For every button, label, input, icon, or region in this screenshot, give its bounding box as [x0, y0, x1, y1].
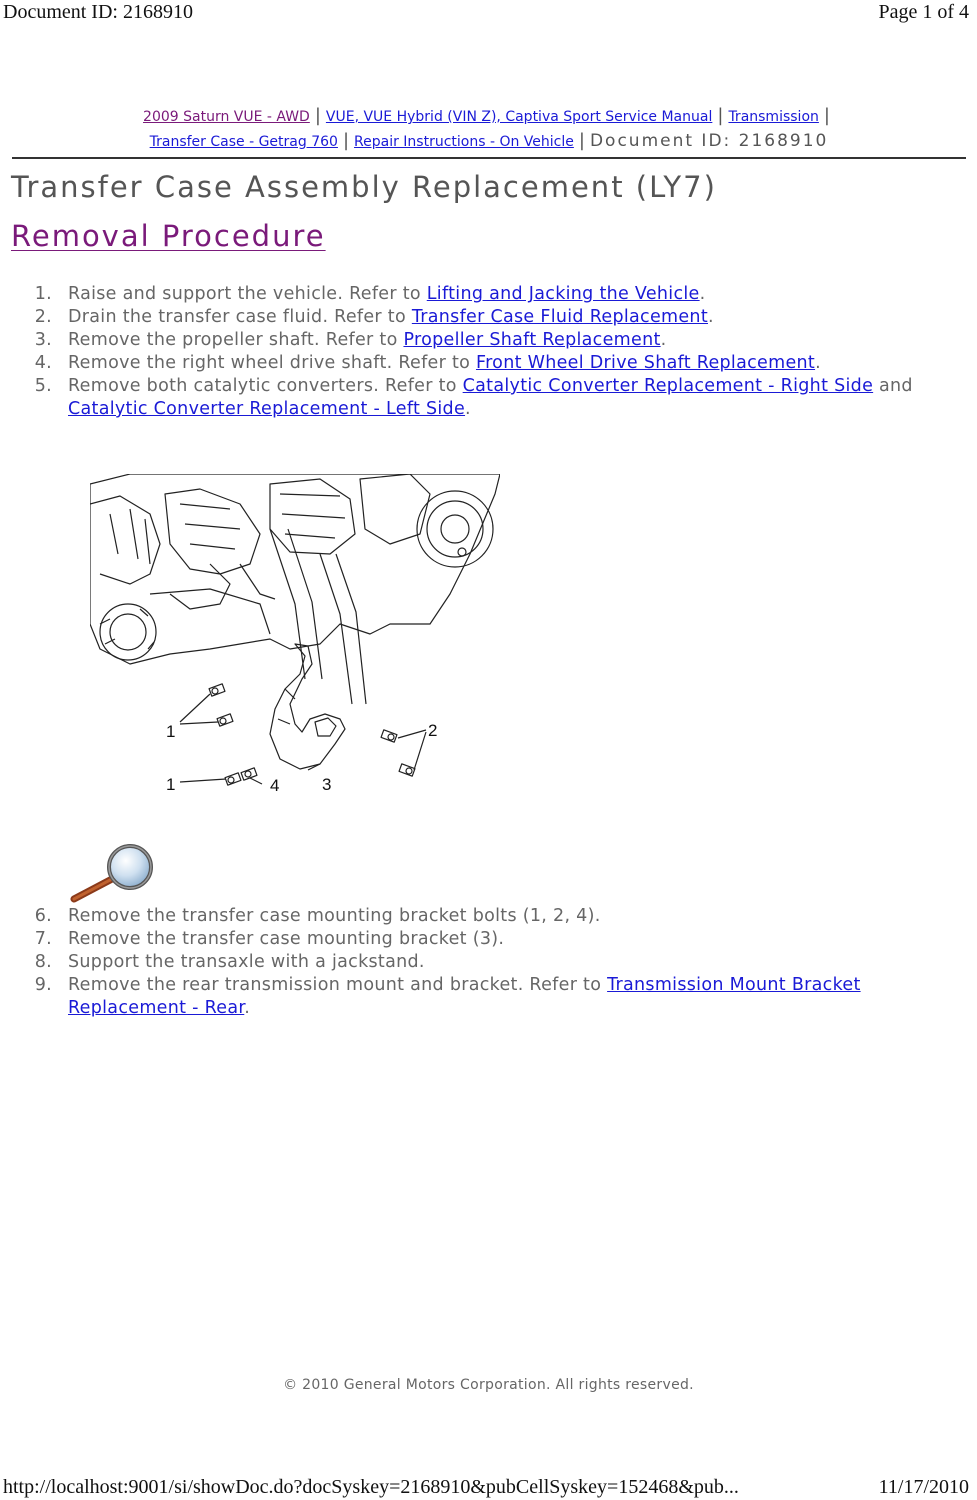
- breadcrumb: [12, 104, 966, 154]
- bracket-diagram-svg: [90, 474, 500, 796]
- step-number: 4.: [34, 353, 52, 373]
- procedure-step: [0, 951, 960, 974]
- step-punctuation: .: [699, 284, 706, 304]
- step-punctuation: .: [815, 353, 821, 373]
- breadcrumb-link-transfer-case[interactable]: Transfer Case - Getrag 760: [149, 134, 338, 150]
- step-text: Raise and support the vehicle. Refer to: [68, 284, 427, 304]
- transfer-case-bracket-illustration: [90, 474, 500, 796]
- breadcrumb-link-vehicle[interactable]: 2009 Saturn VUE - AWD: [143, 109, 310, 125]
- step-punctuation: .: [465, 399, 471, 419]
- magnifier-icon-graphic: [66, 843, 158, 905]
- step-link-transmission-mount[interactable]: Transmission Mount Bracket Replacement - Rear: [68, 975, 861, 1018]
- print-footer-url: http://localhost:9001/si/showDoc.do?docSyskey=2168910&pubCellSyskey=152468&pub...: [3, 1476, 739, 1498]
- step-punctuation: .: [708, 307, 714, 327]
- step-link-fluid-replacement[interactable]: Transfer Case Fluid Replacement: [411, 307, 708, 327]
- step-number: 5.: [34, 376, 52, 396]
- procedure-step: [0, 283, 960, 306]
- page-title: Transfer Case Assembly Replacement (LY7): [11, 170, 717, 204]
- procedure-step: [0, 329, 960, 352]
- breadcrumb-separator: |: [314, 105, 321, 126]
- step-link-catalytic-left[interactable]: Catalytic Converter Replacement - Left Side: [68, 399, 466, 419]
- print-header-doc-id: Document ID: 2168910: [3, 1, 193, 23]
- callout-2: 2: [428, 721, 438, 740]
- step-punctuation: .: [244, 998, 251, 1018]
- step-text: Remove the propeller shaft. Refer to: [68, 330, 404, 350]
- callout-1-upper: 1: [166, 722, 176, 741]
- step-text: Remove the transfer case mounting bracket (3).: [68, 929, 505, 949]
- breadcrumb-link-manual[interactable]: VUE, VUE Hybrid (VIN Z), Captiva Sport Service Manual: [325, 109, 713, 125]
- step-link-catalytic-right[interactable]: Catalytic Converter Replacement - Right Side: [462, 376, 874, 396]
- step-text: Remove the transfer case mounting bracket bolts (1, 2, 4).: [68, 906, 601, 926]
- procedure-step: [0, 375, 960, 421]
- step-text-and: and: [873, 376, 913, 396]
- step-link-propeller-shaft[interactable]: Propeller Shaft Replacement: [403, 330, 661, 350]
- step-number: 6.: [34, 906, 52, 926]
- breadcrumb-separator: |: [342, 130, 350, 151]
- procedure-step: [0, 905, 960, 928]
- copyright-notice: © 2010 General Motors Corporation. All rights reserved.: [283, 1377, 694, 1393]
- procedure-steps-list: [0, 283, 960, 421]
- callout-1-lower: 1: [166, 775, 176, 794]
- breadcrumb-separator: |: [823, 105, 830, 126]
- print-header: [0, 0, 977, 26]
- breadcrumb-link-transmission[interactable]: Transmission: [728, 109, 819, 125]
- breadcrumb-separator: |: [717, 105, 724, 126]
- step-text: Remove the right wheel drive shaft. Refer to: [68, 353, 476, 373]
- magnifier-icon[interactable]: [66, 843, 158, 905]
- step-text: Support the transaxle with a jackstand.: [68, 952, 425, 972]
- breadcrumb-separator: |: [578, 130, 585, 151]
- step-text: Remove the rear transmission mount and bracket. Refer to: [68, 975, 608, 995]
- step-link-drive-shaft[interactable]: Front Wheel Drive Shaft Replacement: [475, 353, 816, 373]
- breadcrumb-link-repair-instructions[interactable]: Repair Instructions - On Vehicle: [354, 134, 574, 150]
- procedure-step: [0, 352, 960, 375]
- procedure-step: [0, 928, 960, 951]
- header-divider: [12, 157, 966, 159]
- print-footer-date: 11/17/2010: [878, 1476, 969, 1498]
- step-number: 3.: [34, 330, 52, 350]
- step-number: 8.: [34, 952, 52, 972]
- step-number: 2.: [34, 307, 52, 327]
- step-number: 9.: [34, 975, 52, 995]
- callout-3: 3: [322, 775, 332, 794]
- procedure-steps-list-continued: [0, 905, 960, 1020]
- procedure-step: [0, 306, 960, 329]
- print-footer: [0, 1474, 977, 1500]
- section-title-removal-procedure: Removal Procedure: [11, 219, 326, 253]
- breadcrumb-document-id: Document ID: 2168910: [589, 131, 829, 151]
- step-text: Remove both catalytic converters. Refer to: [68, 376, 463, 396]
- step-text: Drain the transfer case fluid. Refer to: [68, 307, 412, 327]
- procedure-step: [0, 974, 960, 1020]
- step-punctuation: .: [660, 330, 667, 350]
- print-header-page-number: Page 1 of 4: [878, 1, 969, 23]
- step-number: 7.: [34, 929, 52, 949]
- step-link-lifting-jacking[interactable]: Lifting and Jacking the Vehicle: [426, 284, 700, 304]
- callout-4: 4: [270, 776, 280, 795]
- step-number: 1.: [34, 284, 52, 304]
